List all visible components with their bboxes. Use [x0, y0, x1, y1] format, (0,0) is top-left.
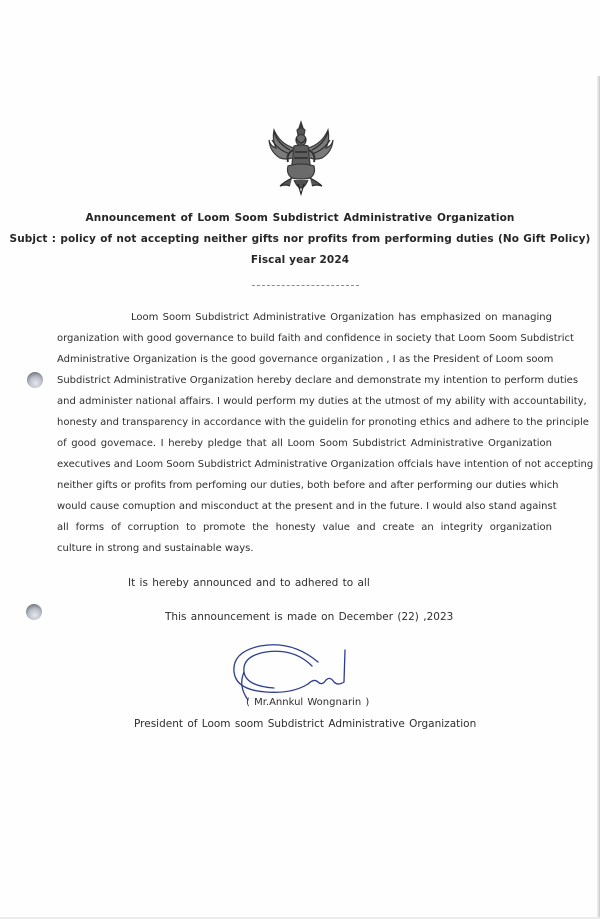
announcement-date: This announcement is made on December (22) ,2023 — [165, 611, 454, 623]
body-line: honesty and transparency in accordance with the guidelin for pronoting ethics and adhere to the principle — [57, 417, 589, 428]
body-line: Subdistrict Administrative Organization hereby declare and demonstrate my intention to perform duties — [57, 375, 579, 386]
punch-hole-top — [27, 372, 43, 388]
body-line: organization with good governance to build faith and confidence in society that Loom Soom Subdistrict — [57, 333, 574, 344]
announced-statement: It is hereby announced and to adhered to all — [128, 577, 370, 589]
body-line: of good govemace. I hereby pledge that all Loom Soom Subdistrict Administrative Organization — [57, 438, 552, 449]
body-line: neither gifts or profits from perfoming our duties, both before and after performing our duties which — [57, 480, 559, 491]
body-line: would cause comuption and misconduct at the present and in the future. I would also stand against — [57, 501, 557, 512]
body-line: culture in strong and sustainable ways. — [57, 543, 254, 554]
body-line: and administer national affairs. I would perform my duties at the utmost of my ability with accountability, — [57, 396, 587, 407]
body-line: Loom Soom Subdistrict Administrative Organization has emphasized on managing — [131, 312, 552, 323]
signer-title: President of Loom soom Subdistrict Administrative Organization — [134, 718, 477, 730]
fiscal-year: Fiscal year 2024 — [250, 254, 350, 266]
signer-name: ( Mr.Annkul Wongnarin ) — [246, 697, 370, 708]
punch-hole-bottom — [26, 604, 42, 620]
garuda-emblem-icon — [266, 118, 336, 198]
announcement-subject: Subjct : policy of not accepting neither gifts nor profits from performing duties (No Gift Policy) — [9, 233, 591, 245]
announcement-title: Announcement of Loom Soom Subdistrict Administrative Organization — [85, 212, 515, 224]
title-divider — [252, 285, 359, 286]
body-line: Administrative Organization is the good governance organization , I as the President of Loom soom — [57, 354, 554, 365]
body-line: all forms of corruption to promote the honesty value and create an integrity organization — [57, 522, 552, 533]
body-line: executives and Loom Soom Subdistrict Administrative Organization offcials have intention of not accepting — [57, 459, 594, 470]
